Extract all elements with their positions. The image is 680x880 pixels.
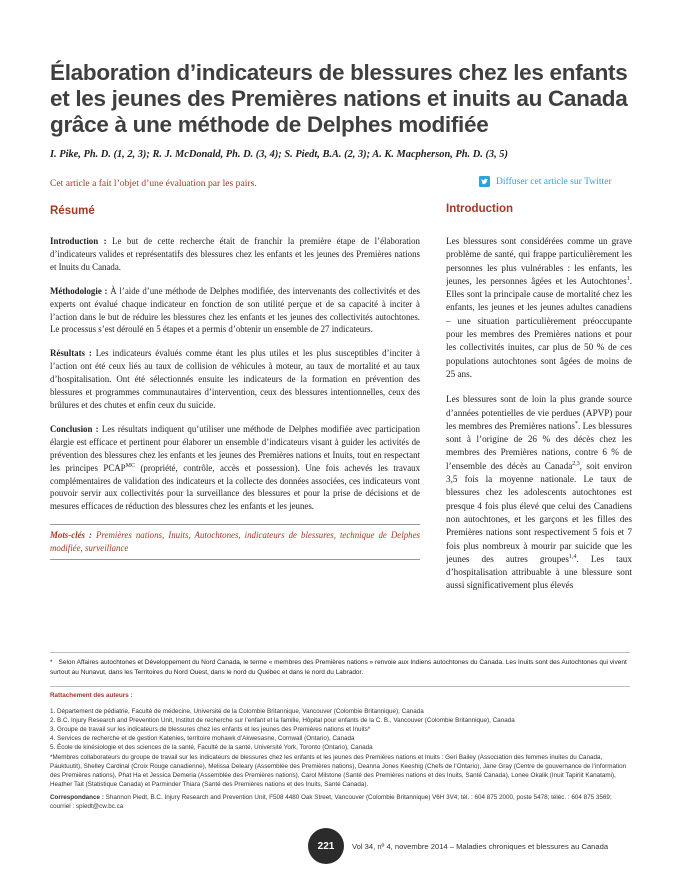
introduction-paragraph: Les blessures sont considérées comme un grave problème de santé, qui frappe particulièrement les personnes les plus vulnérables : les enfants, les jeunes, les personnes âgées et les Autochtones$^1$. Elles sont la principale cause de mortalité chez les enfants, les jeunes et les jeunes adultes canadiens – une situation particulièrement préoccupante pour les membres des Premières nations et pour les collectivités inuites, car plus de 50 % de ces populations autochtones sont âgées de moins de 25 ans.: [446, 236, 632, 379]
introduction-heading: Introduction: [446, 203, 514, 215]
footnote-marker: *: [50, 659, 53, 666]
abstract-label: Méthodologie :: [50, 285, 108, 296]
affiliation-item: 2. B.C. Injury Research and Prevention Unit, Institut de recherche sur l’enfant et la famille, Hôpital pour enfants de la C. B., Vancouver (Colombie Britannique), Canada: [50, 717, 515, 725]
footnote: [50, 658, 632, 677]
affiliation-item: *Membres collaborateurs du groupe de travail sur les indicateurs de blessures chez les enfants et les jeunes des Premières nations et Inuits : Geri Bailey (Association des femmes inuites du Canada, Pauktuutit), Shelley Cardinal (Croix Rouge canadienne), Melissa Deleary (Assemblée des Premières nations), Deanna Jones Keeshig (Chefs de l’Ontario), Jane Gray (Centre de gouvernance de l’information des Premières nations), Phat Ha et Jessica Demeria (Assemblée des Premières nations), Carol Milstone (Santé des Premières nations et des Inuits, Santé Canada), Lonee Okalik (Inuit Tapiriit Kanatami), Heather Tait (Statistique Canada) et Parminder Thiara (Santé des Premières nations et des Inuits, Santé Canada).: [50, 753, 627, 788]
footnote-divider: [50, 652, 630, 653]
footnote-text: Selon Affaires autochtones et Développement du Nord Canada, le terme « membres des Premières nations » renvoie aux Indiens autochtones du Canada. Les Inuits sont des Autochtones qui vivent surtout au Nunavut, dans les Territoires du Nord Ouest, dans le nord du Québec et dans le nord du Labrador.: [50, 659, 627, 676]
affiliations-list: [50, 707, 632, 789]
journal-citation: Vol 34, nº 4, novembre 2014 – Maladies chroniques et blessures au Canada: [352, 841, 609, 851]
author-list: I. Pike, Ph. D. (1, 2, 3); R. J. McDonald, Ph. D. (3, 4); S. Piedt, B.A. (2, 3); A. K. Macpherson, Ph. D. (3, 5): [50, 149, 508, 160]
affiliation-item: 3. Groupe de travail sur les indicateurs de blessures chez les enfants et les jeunes des Premières nations et Inuits*: [50, 726, 371, 734]
abstract-conclusion: Conclusion : Les résultats indiquent qu’utiliser une méthode de Delphes modifiée avec participation élargie est efficace et pertinent pour élaborer un ensemble d’indicateurs visant à guider les activités de prévention des blessures chez les enfants et les jeunes des Premières nations et Inuits, tout en respectant les principes $PCAP^{MC}$ (propriété, contrôle, accès et possession). Une fois achevés les travaux complémentaires de validation des indicateurs et la collecte des données associées, ces indicateurs vont pouvoir servir aux collectivités pour la surveillance des blessures et pour la prise de décisions et de mesures efficaces de réduction des blessures chez les enfants et les jeunes.: [50, 423, 421, 512]
affiliation-item: 4. Services de recherche et de gestion Katenies, territoire mohawk d’Akwesasne, Cornwall (Ontario), Canada: [50, 735, 355, 743]
introduction-paragraph: Les blessures sont de loin la plus grande source d’années potentielles de vie perdues (APVP) pour les membres des Premières nations*. Les blessures sont à l’origine de 26 % des décès chez les membres des Premières nations, contre 6 % de l’ensemble des décès au Canada$^{2,3}$, soit environ 3,5 fois la moyenne nationale. Le taux de blessures chez les adolescents autochtones est presque 4 fois plus élevé que celui des Canadiens non autochtones, et les garçons et les filles des Premières nations sont respectivement 5 fois et 7 fois plus nombreux à mourir par suicide que les jeunes des autres groupes$^{1,4}$. Les taux d’hospitalisation attribuable à une blessure sont aussi significativement plus élevés: [446, 394, 632, 591]
page-footer: [308, 828, 608, 864]
abstract-heading: Résumé: [50, 205, 95, 217]
abstract-body: [50, 235, 420, 560]
keywords-label: Mots-clés :: [50, 530, 92, 541]
abstract-label: Introduction :: [50, 236, 107, 246]
author-affiliations: [50, 691, 632, 811]
affiliations-title: Rattachement des auteurs :: [50, 692, 133, 699]
affiliations-divider: [50, 686, 630, 687]
introduction-body: [446, 235, 632, 643]
abstract-results: Résultats : Les indicateurs évalués comme étant les plus utiles et les plus susceptibles d’inciter à l’action ont été ceux liés au taux de collision de véhicules à moteur, au taux de mortalité et au taux d’hospitalisation. Ont été sélectionnés ensuite les indicateurs de la formation en prévention des blessures et programmes communautaires d’intervention, ceux des blessures intentionnelles, ceux des brûlures et des chutes et enfin ceux du suicide.: [50, 348, 420, 410]
keywords-box: [50, 524, 420, 560]
correspondence: [50, 793, 632, 811]
twitter-share-link[interactable]: [479, 176, 612, 187]
correspondence-text: Shannon Piedt, B.C. Injury Research and Prevention Unit, F508 4480 Oak Street, Vancouver (Colombie Britannique) V6H 3V4; tél. : 604 875 2000, poste 5478; téléc. : 604 875 3569; courriel : spiedt@cw.bc.ca: [50, 793, 612, 811]
abstract-methodology: Méthodologie : À l’aide d’une méthode de Delphes modifiée, des intervenants des collectivités et des experts ont évalué chaque indicateur en fonction de son utilité perçue et de sa capacité à inciter à l’action dans le but de réduire les blessures chez les enfants et les jeunes des collectivités autochtones. Le processus s’est déroulé en 5 étapes et a permis d’obtenir un ensemble de 27 indicateurs.: [50, 285, 420, 335]
page-number-badge: 221: [308, 828, 344, 864]
affiliation-item: 1. Département de pédiatrie, Faculté de médecine, Université de la Colombie Britannique, Vancouver (Colombie Britannique), Canada: [50, 708, 424, 716]
article-title: Élaboration d’indicateurs de blessures chez les enfants et les jeunes des Premières nations et inuits au Canada grâce à une méthode de Delphes modifiée: [50, 60, 628, 137]
abstract-label: Résultats :: [50, 348, 92, 359]
abstract-introduction: Introduction : Le but de cette recherche était de franchir la première étape de l’élaboration d’indicateurs valides et représentatifs des blessures chez les enfants et les jeunes des Premières nations et Inuits du Canada.: [50, 236, 420, 272]
affiliation-item: 5. École de kinésiologie et des sciences de la santé, Faculté de la santé, Université York, Toronto (Ontario), Canada: [50, 744, 373, 752]
twitter-bird-icon: [479, 176, 490, 187]
abstract-label: Conclusion :: [50, 423, 99, 434]
twitter-share-label[interactable]: Diffuser cet article sur Twitter: [496, 176, 612, 187]
correspondence-label: Correspondance :: [50, 793, 104, 801]
keywords-text: Premières nations, Inuits, Autochtones, indicateurs de blessures, technique de Delphes modifiée, surveillance: [50, 530, 420, 554]
peer-review-note: Cet article a fait l’objet d’une évaluation par les pairs.: [50, 178, 257, 189]
